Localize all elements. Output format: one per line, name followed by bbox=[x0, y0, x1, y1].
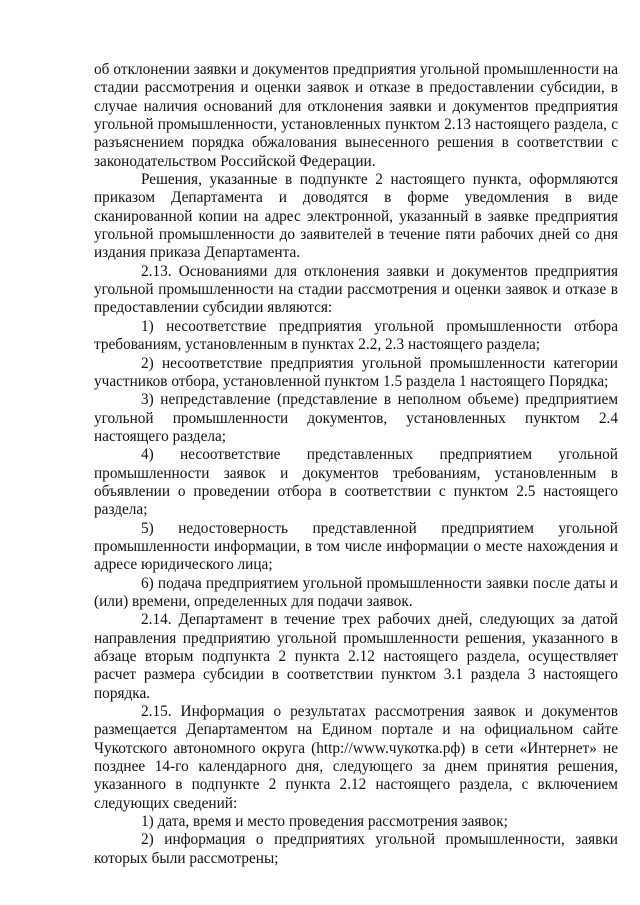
list-item-info-1: 1) дата, время и место проведения рассмотрения заявок; bbox=[141, 813, 508, 831]
paragraph-2-14-calculation: 2.14. Департамент в течение трех рабочих дней, следующих за датой направления предприятию угольной промышленности решения, указанного в абзаце вторым подпункта 2 пункта 2.12 настоящего раздела, осуществляет расчет размера субсидии в соответствии пунктом 3.1 раздела 3 настоящего порядка. bbox=[94, 611, 618, 702]
list-item-ground-5: 5) недостоверность представленной предприятием угольной промышленности информации, в том числе информации о месте нахождения и адресе юридического лица; bbox=[94, 519, 618, 574]
paragraph-2-15-publication: 2.15. Информация о результатах рассмотрения заявок и документов размещается Департаментом на Едином портале и на официальном сайте Чукотского автономного округа (http://www.чукотка.рф) в сети «Интернет» не позднее 14-го календарного дня, следующего за днем принятия решения, указанного в подпункте 2 пункта 2.12 настоящего раздела, с включением следующих сведений: bbox=[94, 703, 618, 812]
list-item-ground-3: 3) непредставление (представление в неполном объеме) предприятием угольной промышленности документов, установленных пунктом 2.4 настоящего раздела; bbox=[94, 391, 618, 445]
paragraph-decisions-order: Решения, указанные в подпункте 2 настоящего пункта, оформляются приказом Департамента и доводятся в форме уведомления в виде сканированной копии на адрес электронной, указанный в заявке предприятия угольной промышленности до заявителей в течение пяти рабочих дней со дня издания приказа Департамента. bbox=[94, 171, 618, 262]
paragraph-rejection-notice: об отклонении заявки и документов предприятия угольной промышленности на стадии рассмотрения и оценки заявок и отказе в предоставлении субсидии, в случае наличия оснований для отклонения заявки и документов предприятия угольной промышленности, установленных пунктом 2.13 настоящего раздела, с разъяснением порядка обжалования вынесенного решения в соответствии с законодательством Российской Федерации. bbox=[94, 61, 618, 170]
list-item-ground-1: 1) несоответствие предприятия угольной промышленности отбора требованиям, установленным в пунктах 2.2, 2.3 настоящего раздела; bbox=[94, 317, 618, 354]
list-item-ground-2: 2) несоответствие предприятия угольной промышленности категории участников отбора, установленной пунктом 1.5 раздела 1 настоящего Порядка; bbox=[94, 354, 618, 390]
list-item-ground-4: 4) несоответствие представленных предприятием угольной промышленности заявок и документов требованиям, установленным в объявлении о проведении отбора в соответствии с пунктом 2.5 настоящего раздела; bbox=[94, 446, 618, 519]
paragraph-2-13-grounds: 2.13. Основаниями для отклонения заявки и документов предприятия угольной промышленности на стадии рассмотрения и оценки заявок и отказе в предоставлении субсидии являются: bbox=[94, 262, 618, 317]
list-item-info-2: 2) информация о предприятиях угольной промышленности, заявки которых были рассмотрены; bbox=[94, 831, 618, 867]
list-item-ground-6: 6) подача предприятием угольной промышленности заявки после даты и (или) времени, определенных для подачи заявок. bbox=[94, 574, 618, 610]
